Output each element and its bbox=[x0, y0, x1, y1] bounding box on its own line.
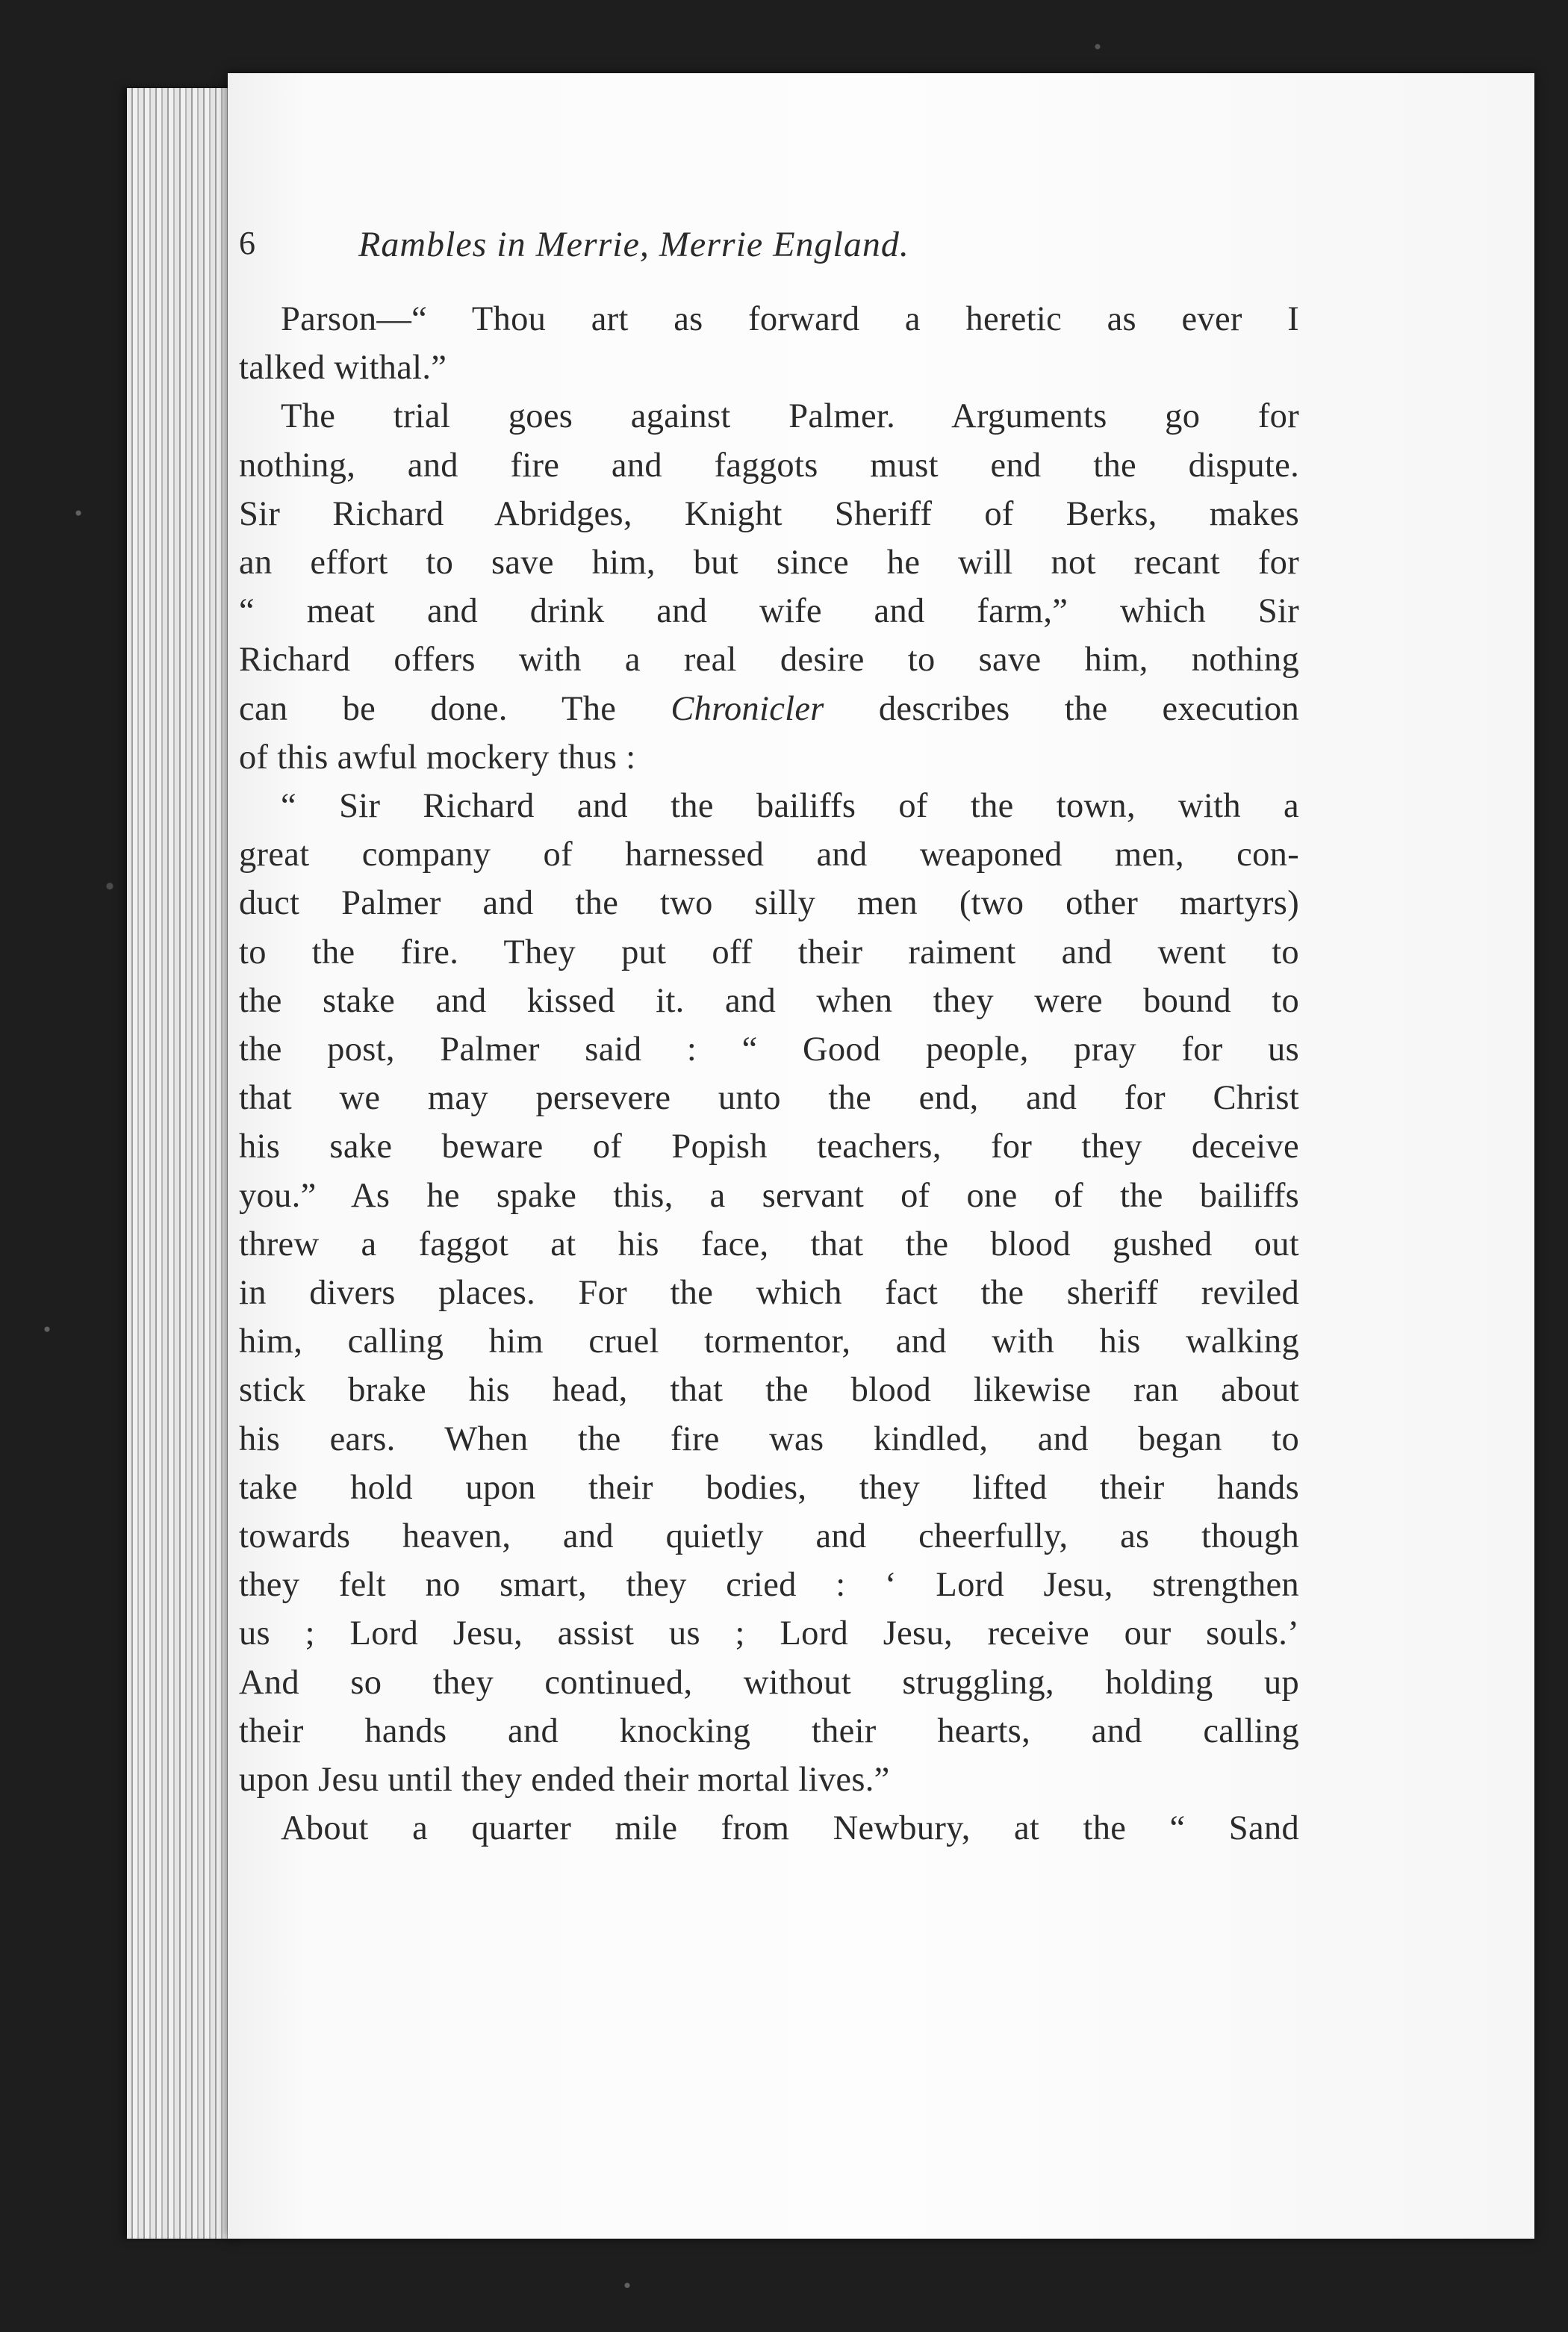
paragraph bbox=[239, 392, 1299, 782]
body-text bbox=[239, 295, 1299, 1853]
text-line: his ears. When the fire was kindled, and began to bbox=[239, 1420, 1299, 1458]
text-line: great company of harnessed and weaponed men, con- bbox=[239, 836, 1299, 874]
text-line: “ meat and drink and wife and farm,” which Sir bbox=[239, 592, 1299, 631]
paragraph bbox=[239, 295, 1299, 392]
text-line: in divers places. For the which fact the sheriff reviled bbox=[239, 1274, 1299, 1313]
text-line: their hands and knocking their hearts, and calling bbox=[239, 1711, 1299, 1750]
book-page-edges bbox=[127, 88, 239, 2239]
page-number: 6 bbox=[239, 225, 255, 261]
text-line: take hold upon their bodies, they lifted their hands bbox=[239, 1468, 1299, 1507]
text-line: The trial goes against Palmer. Arguments go for bbox=[281, 397, 1299, 436]
text-line: About a quarter mile from Newbury, at the “ Sand bbox=[281, 1809, 1299, 1848]
paragraph bbox=[239, 782, 1299, 1804]
text-line: And so they continued, without struggling, holding up bbox=[239, 1663, 1299, 1702]
text-line: his sake beware of Popish teachers, for they deceive bbox=[239, 1128, 1299, 1166]
running-title: Rambles in Merrie, Merrie England. bbox=[358, 225, 909, 264]
text-line: nothing, and fire and faggots must end the dispute. bbox=[239, 446, 1299, 485]
text-line: of this awful mockery thus : bbox=[239, 738, 636, 777]
text-line: Sir Richard Abridges, Knight Sheriff of Berks, makes bbox=[239, 494, 1299, 533]
paragraph bbox=[239, 1804, 1299, 1853]
text-line: an effort to save him, but since he will not recant for bbox=[239, 544, 1299, 582]
text-line: duct Palmer and the two silly men (two other martyrs) bbox=[239, 884, 1299, 923]
text-line: us ; Lord Jesu, assist us ; Lord Jesu, receive our souls.’ bbox=[239, 1614, 1299, 1653]
text-line: Parson—“ Thou art as forward a heretic as ever I bbox=[281, 300, 1299, 338]
text-line: “ Sir Richard and the bailiffs of the town, with a bbox=[281, 787, 1299, 826]
text-line: upon Jesu until they ended their mortal lives.” bbox=[239, 1761, 890, 1800]
italic-title: Chronicler bbox=[671, 689, 824, 728]
text-line: can be done. The Chronicler describes the execution bbox=[239, 689, 1299, 728]
text-line: they felt no smart, they cried : ‘ Lord Jesu, strengthen bbox=[239, 1566, 1299, 1605]
text-line: threw a faggot at his face, that the blood gushed out bbox=[239, 1225, 1299, 1263]
text-line: talked withal.” bbox=[239, 349, 447, 388]
text-line: towards heaven, and quietly and cheerfully, as though bbox=[239, 1517, 1299, 1556]
text-line: Richard offers with a real desire to save him, nothing bbox=[239, 641, 1299, 680]
text-line: the stake and kissed it. and when they were bound to bbox=[239, 981, 1299, 1020]
text-line: that we may persevere unto the end, and for Christ bbox=[239, 1079, 1299, 1118]
text-line: you.” As he spake this, a servant of one of the bailiffs bbox=[239, 1176, 1299, 1215]
text-line: stick brake his head, that the blood likewise ran about bbox=[239, 1371, 1299, 1410]
text-line: to the fire. They put off their raiment and went to bbox=[239, 933, 1299, 971]
text-line: the post, Palmer said : “ Good people, pray for us bbox=[239, 1030, 1299, 1069]
running-head bbox=[239, 224, 1299, 276]
text-line: him, calling him cruel tormentor, and with his walking bbox=[239, 1322, 1299, 1361]
